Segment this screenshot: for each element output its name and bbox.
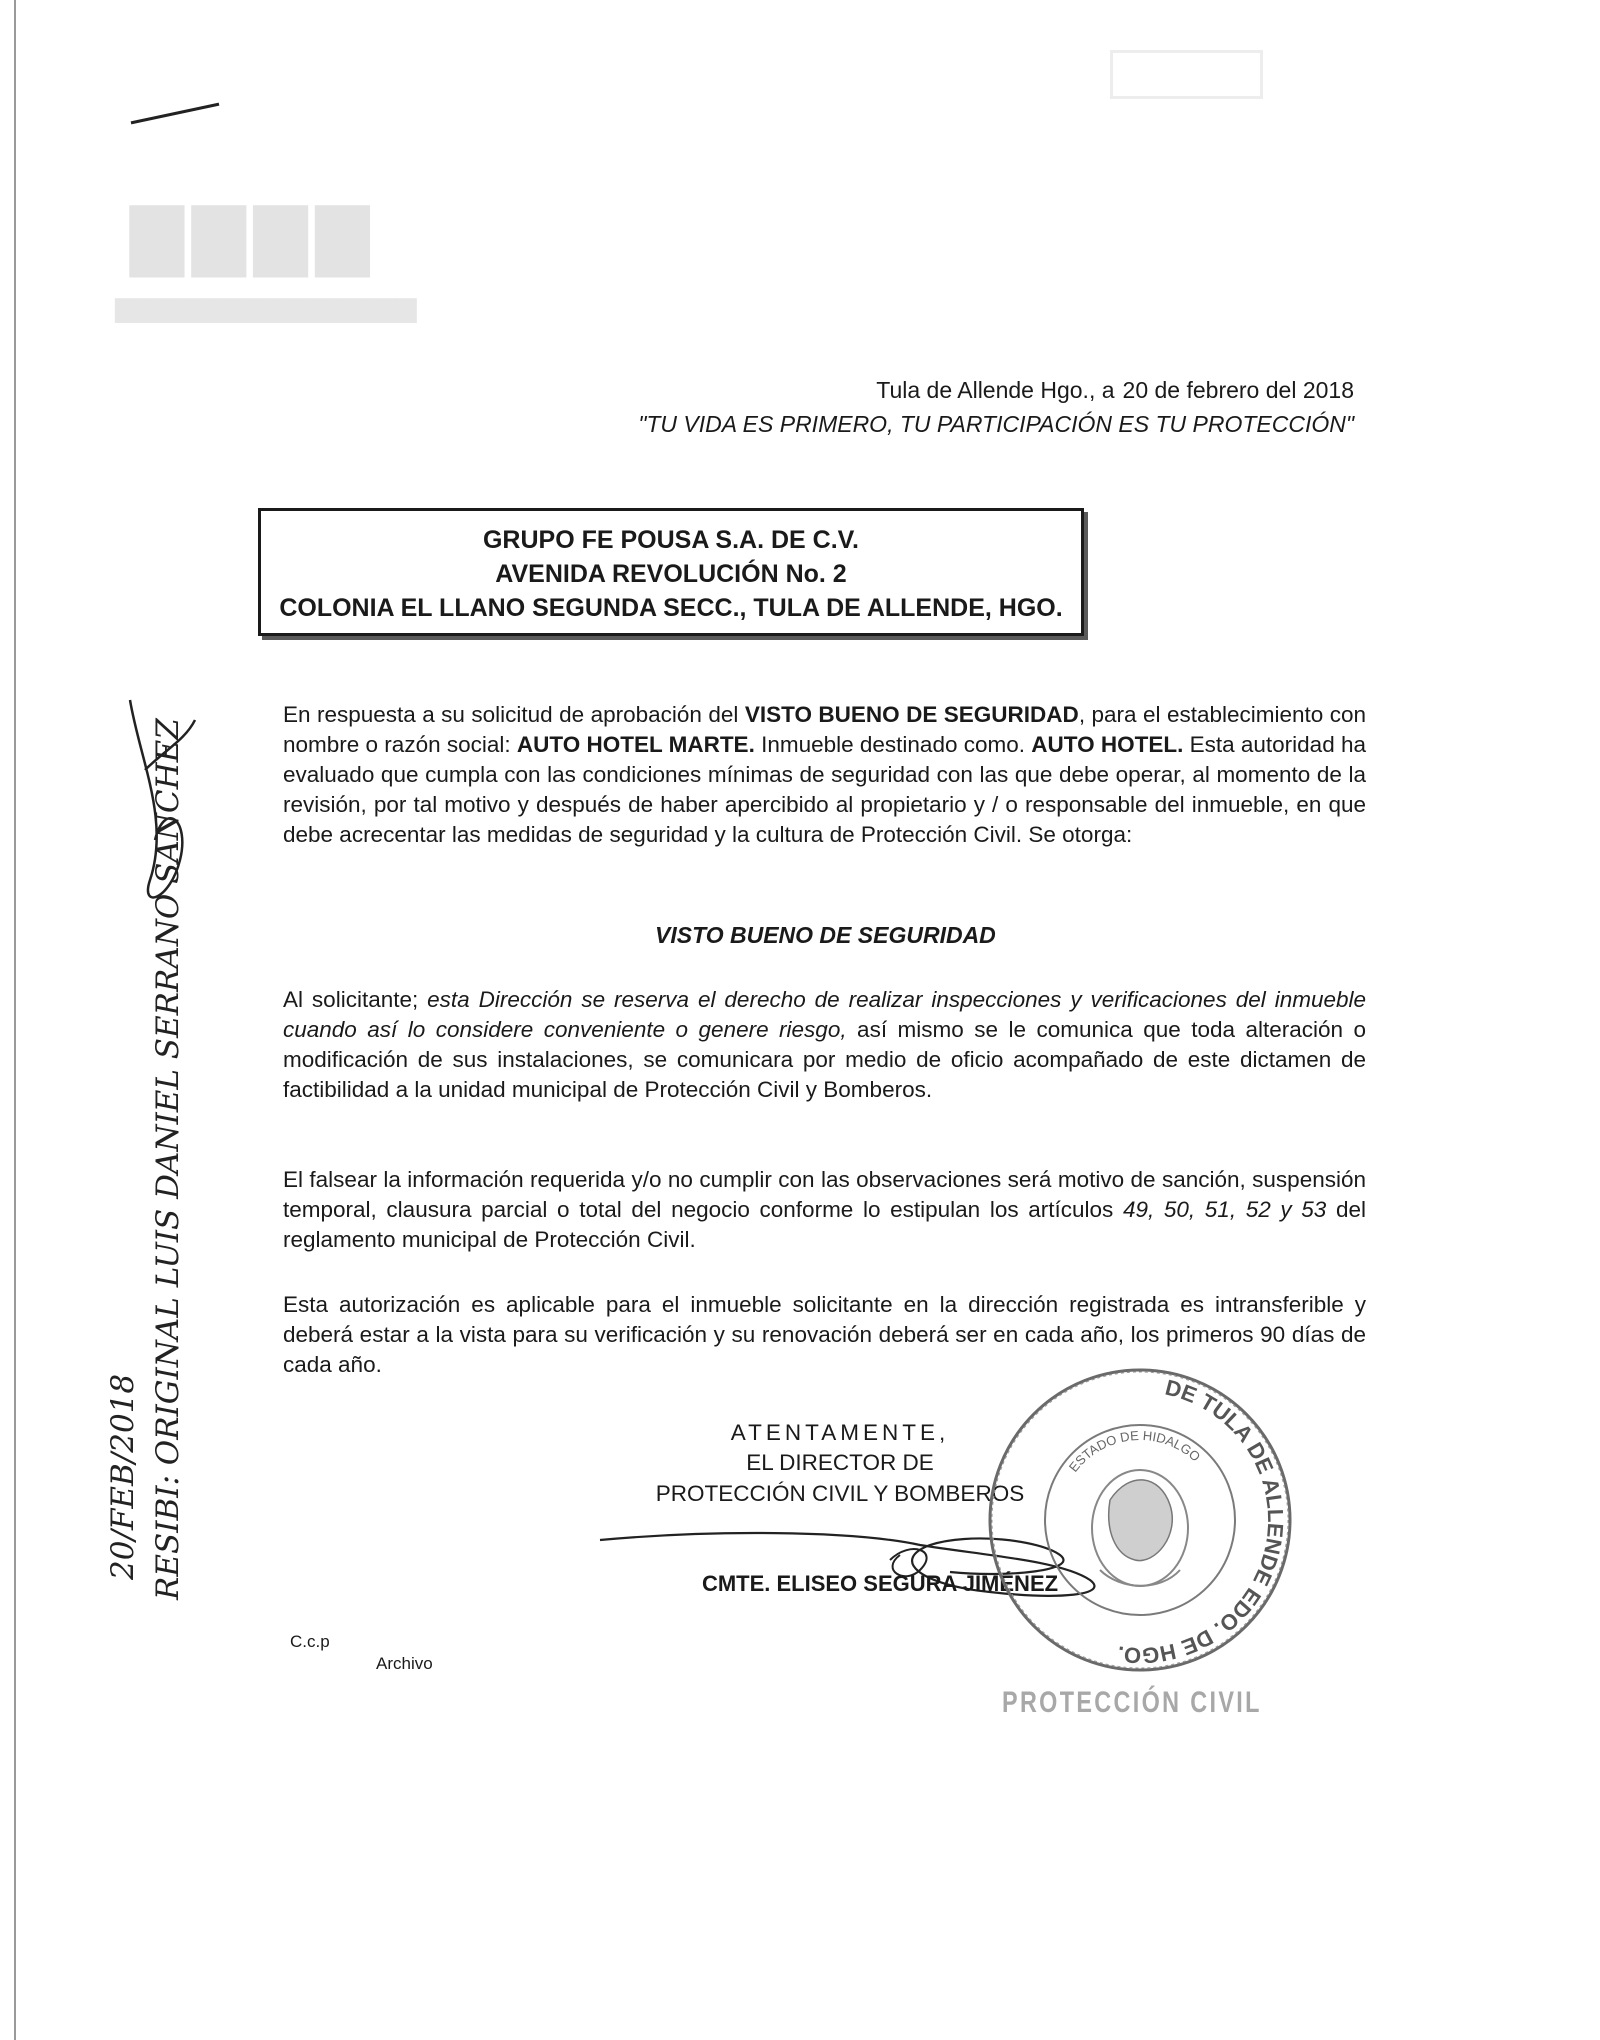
p2-text: Al solicitante; (283, 987, 428, 1012)
ghost-receipt-box (1110, 50, 1263, 99)
cc-label: C.c.p (290, 1632, 330, 1651)
p1-text: En respuesta a su solicitud de aprobación del (283, 702, 745, 727)
p1-bold-use: AUTO HOTEL. (1031, 732, 1184, 757)
paragraph-validity: Esta autorización es aplicable para el inmueble solicitante en la dirección registrada es intransferible y deberá estar a la vista para su verificación y su renovación deberá ser en cada año, los primeros 90 días de cada año. (283, 1292, 1366, 1377)
p3-text: El falsear la información requerida y/o no cumplir con las observaciones será motivo de sanción, suspensión temporal, clausura parcial o total del negocio conforme lo estipulan los artículos (283, 1167, 1366, 1222)
addressee-box (258, 508, 1084, 636)
signer-role-2: PROTECCIÓN CIVIL Y BOMBEROS (655, 1481, 1025, 1506)
pen-mark (131, 103, 220, 125)
handwritten-receipt-note: RESIBI: ORIGINAL LUIS DANIEL SERRANO SANCHEZ (150, 718, 186, 1600)
p1-bold-permit: VISTO BUENO DE SEGURIDAD (744, 702, 1079, 727)
date-value: 20 de febrero del 2018 (1122, 377, 1354, 403)
p3-articles: 49, 50, 51, 52 y 53 (1122, 1197, 1327, 1222)
seal-outer-text: DE TULA DE ALLENDE EDO. DE HGO. (1115, 1374, 1289, 1669)
paragraph-sanctions (283, 1165, 1366, 1255)
p2-italic: esta Dirección se reserva el derecho de realizar inspecciones y verificaciones del inmueble cuando así lo considere conveniente o genere riesgo, (283, 987, 1367, 1042)
place-date (868, 377, 1354, 404)
ghost-logo: ▇▇▇▇ (130, 197, 378, 275)
p1-text-4: Esta autoridad ha evaluado que cumpla con las condiciones mínimas de seguridad con las que debe operar, al momento de la revisión, por tal motivo y después de haber apercibido al propietario y / o responsable del inmueble, en que debe acrecentar las medidas de seguridad y la cultura de Protección Civil. Se otorga: (283, 732, 1366, 847)
closing: ATENTAMENTE, (730, 1420, 950, 1445)
cc-archive: Archivo (376, 1654, 433, 1673)
stamp-department: PROTECCIÓN CIVIL (1002, 1686, 1262, 1719)
addressee-company: GRUPO FE POUSA S.A. DE C.V. (482, 526, 859, 554)
addressee-street: AVENIDA REVOLUCIÓN No. 2 (495, 560, 847, 588)
seal-inner-text: ESTADO DE HIDALGO (1065, 1427, 1204, 1475)
scan-edge-line (14, 0, 16, 2040)
handwritten-receipt-date: 20/FEB/2018 (105, 1373, 141, 1580)
paragraph-inspections (283, 985, 1366, 1105)
p1-text-3: Inmueble destinado como. (754, 732, 1032, 757)
signer-name: CMTE. ELISEO SEGURA JIMÉNEZ (701, 1571, 1059, 1596)
signer-role-1: EL DIRECTOR DE (746, 1450, 934, 1475)
official-seal (980, 1360, 1300, 1680)
p1-bold-business: AUTO HOTEL MARTE. (516, 732, 755, 757)
place-label: Tula de Allende Hgo., a (876, 377, 1115, 403)
handwritten-initials (110, 680, 200, 920)
p3-text-2: del reglamento municipal de Protección Civil. (283, 1197, 1366, 1252)
paragraph-request (283, 700, 1366, 850)
grant-title: VISTO BUENO DE SEGURIDAD (655, 922, 996, 948)
p2-text-2: así mismo se le comunica que toda alteración o modificación de sus instalaciones, se comunicara por medio de oficio acompañado de este dictamen de factibilidad a la unidad municipal de Protección Civil y Bomberos. (283, 1017, 1366, 1102)
motto: "TU VIDA ES PRIMERO, TU PARTICIPACIÓN ES TU PROTECCIÓN" (638, 411, 1354, 437)
p1-text-2: , para el establecimiento con nombre o razón social: (283, 702, 1366, 757)
ghost-header-block: ▆▆▆▆▆▆▆▆▆▆▆▆▆▆ (115, 291, 417, 322)
addressee-colony: COLONIA EL LLANO SEGUNDA SECC., TULA DE ALLENDE, HGO. (279, 594, 1063, 622)
